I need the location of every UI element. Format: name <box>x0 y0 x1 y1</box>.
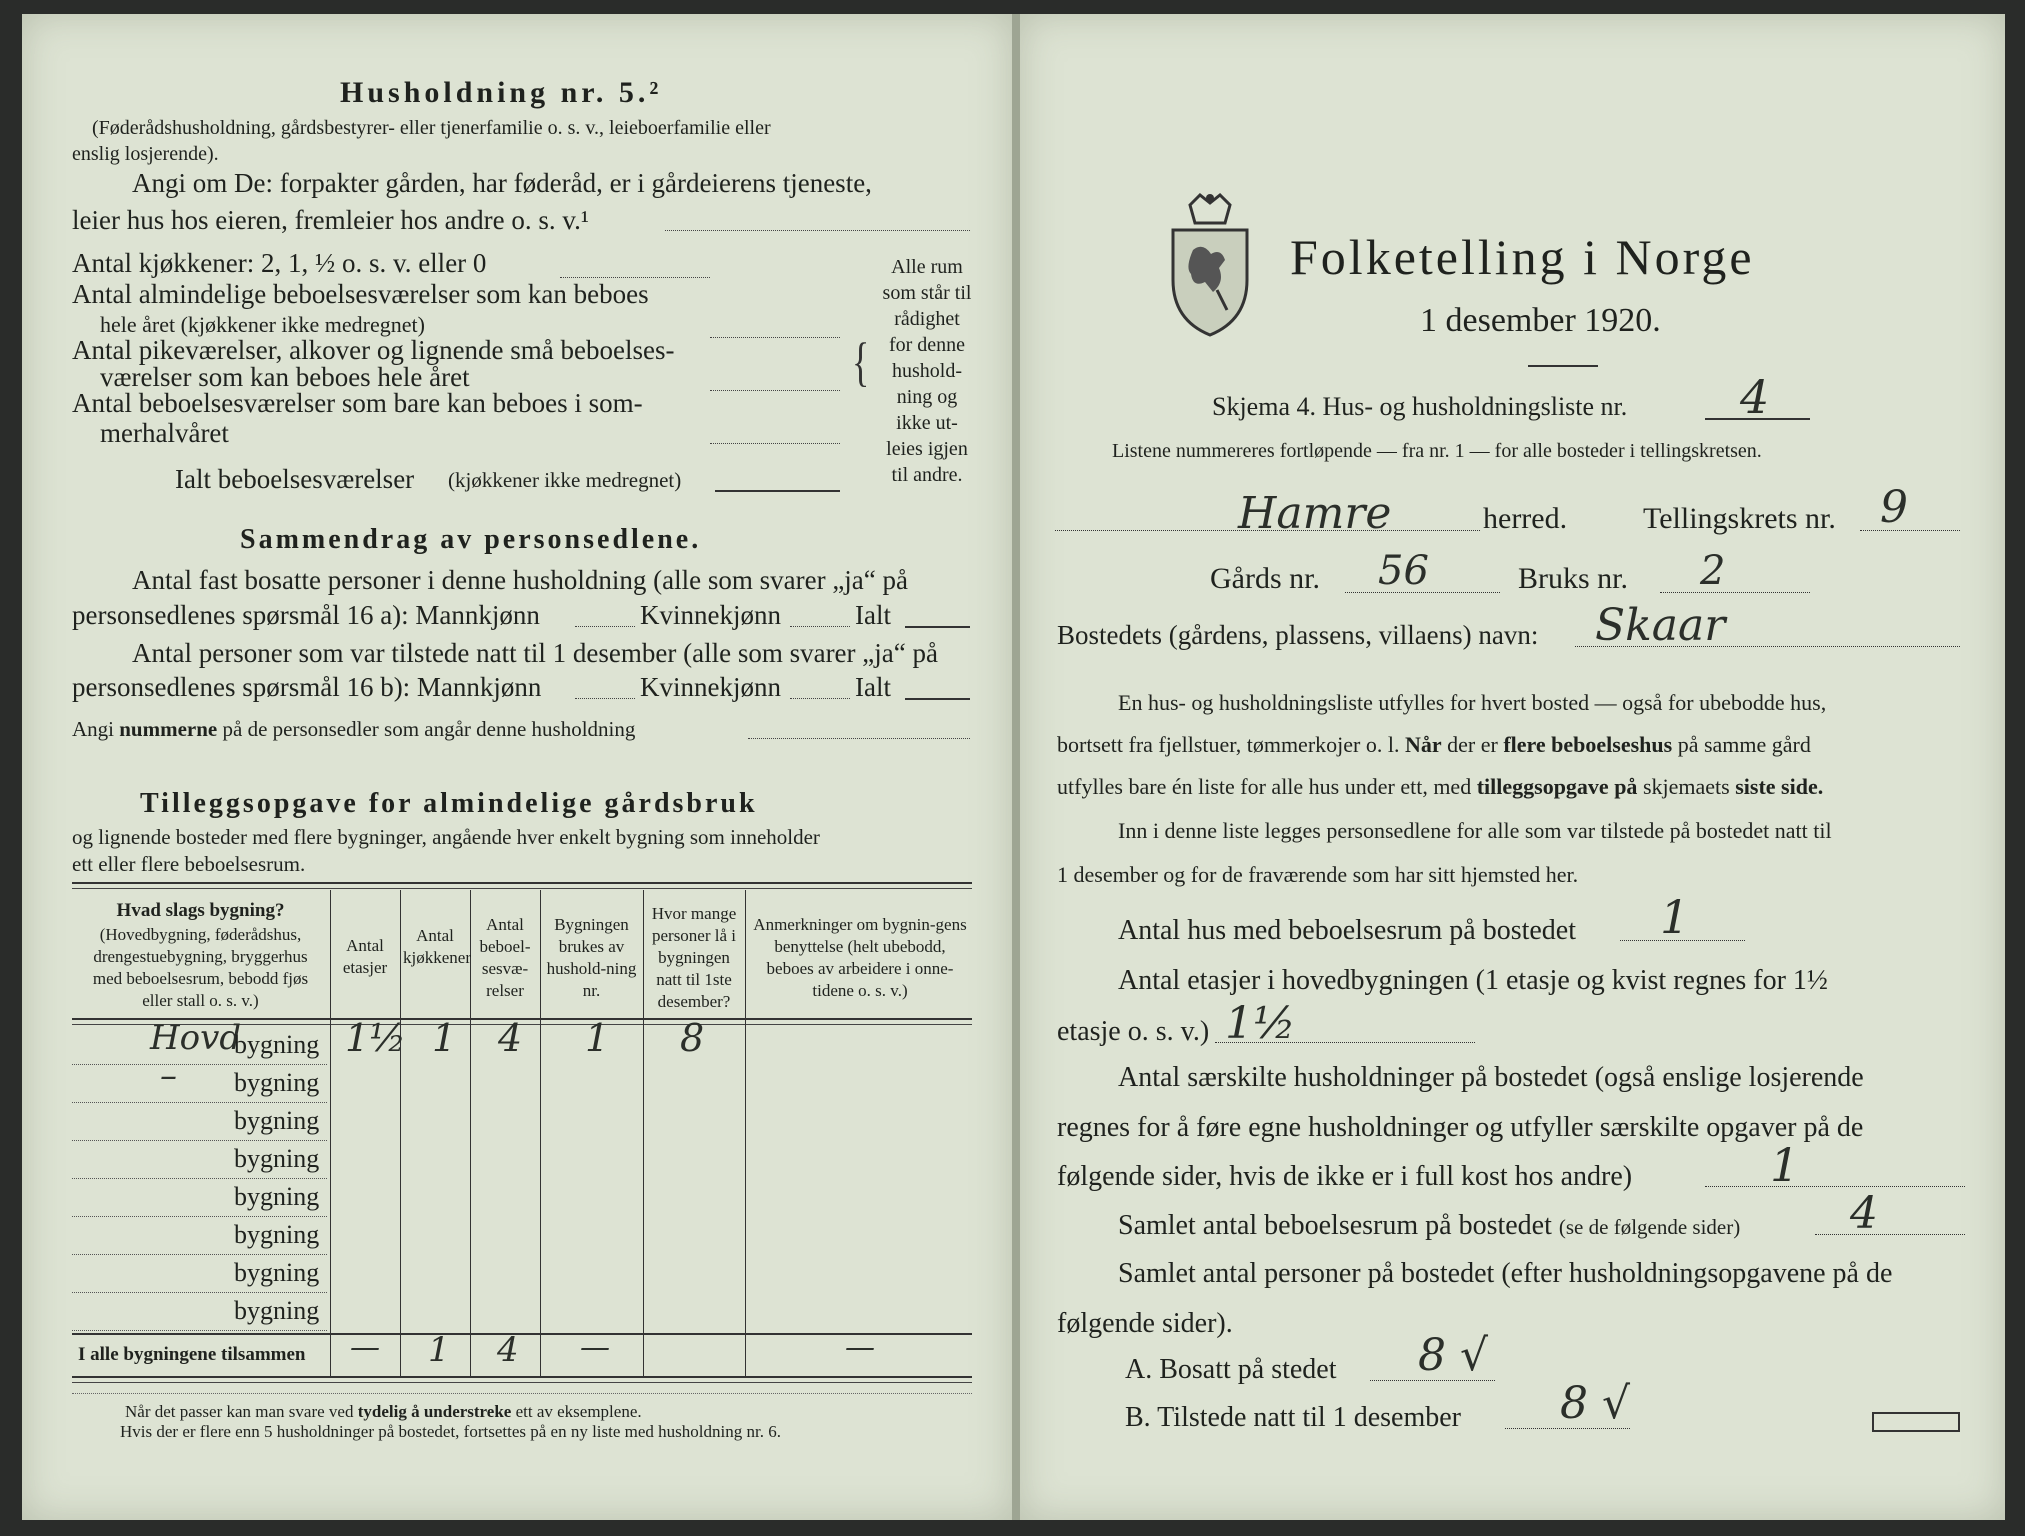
angi-nummerne-b: nummerne <box>119 717 218 741</box>
q-etasjer-2: etasje o. s. v.) <box>1057 1016 1210 1047</box>
brace-note-line: ikke ut- <box>896 412 958 434</box>
instr-2a: bortsett fra fjellstuer, tømmerkojer o. l. <box>1057 732 1405 757</box>
total-husholdning: — <box>580 1330 610 1365</box>
row-prefix: – <box>160 1056 177 1096</box>
bosted-value: Skaar <box>1595 600 1726 651</box>
row-kjokkener: 1 <box>432 1016 457 1060</box>
angi-nummerne-c: på de personsedler som angår denne husholdning <box>217 717 636 741</box>
rooms-kitchens: Antal kjøkkener: 2, 1, ½ o. s. v. eller 0 <box>72 248 487 278</box>
footnote-rule <box>72 1393 972 1394</box>
summary-1b: personsedlenes spørsmål 16 a): Mannkjønn <box>72 600 540 630</box>
summary-1-mann-line <box>575 626 635 627</box>
gards-label: Gårds nr. <box>1210 562 1320 595</box>
row-suffix: bygning <box>234 1182 320 1211</box>
row-fill-line <box>72 1140 327 1141</box>
rooms-summer: Antal beboelsesværelser som bare kan beboes i som- <box>72 388 643 418</box>
table-col-divider <box>745 890 746 1378</box>
th-kjokkener: Antal kjøkkener <box>403 926 471 967</box>
bruks-line <box>1660 592 1810 593</box>
summary-1-ialt-line <box>905 626 970 628</box>
gards-value: 56 <box>1378 548 1429 594</box>
instr-2 <box>1057 732 1811 758</box>
instr-2c: der er <box>1441 732 1504 757</box>
table-col-divider <box>643 890 644 1378</box>
row-suffix: bygning <box>234 1030 320 1059</box>
summary-1-kvinne-line <box>790 626 850 627</box>
table-col-divider <box>540 890 541 1378</box>
row-fill-line <box>72 1254 327 1255</box>
instr-2d: flere beboelseshus <box>1503 732 1673 757</box>
angi-nummerne-a: Angi <box>72 717 120 741</box>
brace-note-line: som står til <box>882 282 972 304</box>
footnote-1a: Når det passer kan man svare ved <box>125 1402 358 1421</box>
summary-2-kvinne-line <box>790 698 850 699</box>
rooms-summer-2: merhalvåret <box>100 418 229 448</box>
footnote-1 <box>125 1402 642 1422</box>
bruks-value: 2 <box>1700 548 1726 594</box>
ialt-rooms-line <box>715 490 840 492</box>
herred-label: herred. <box>1483 502 1568 535</box>
ialt-rooms-note: (kjøkkener ikke medregnet) <box>448 468 682 492</box>
angi-answer-line <box>665 230 970 231</box>
bruks-label: Bruks nr. <box>1518 562 1629 595</box>
a-label: A. Bosatt på stedet <box>1125 1354 1337 1385</box>
total-anmerkninger: — <box>845 1330 875 1365</box>
footnote-1b: tydelig å understreke <box>357 1402 512 1421</box>
row-fill-line <box>72 1064 327 1065</box>
row-suffix: bygning <box>234 1106 320 1135</box>
q-husholdninger-line <box>1705 1186 1965 1187</box>
summer-line <box>710 443 840 444</box>
th-anmerkninger: Anmerkninger om bygnin-gens benyttelse (helt ubebodd, beboes av arbeidere i onne-tidene o. s. v.) <box>753 915 967 1000</box>
summary-title: Sammendrag av personsedlene. <box>240 524 702 555</box>
angi-line-1: Angi om De: forpakter gården, har føderåd, er i gårdeierens tjeneste, <box>132 168 872 198</box>
bosted-label: Bostedets (gårdens, plassens, villaens) navn: <box>1057 620 1539 650</box>
total-vaerelser: 4 <box>497 1330 519 1370</box>
summary-2-ialt-line <box>905 698 970 700</box>
brace-note-line: for denne <box>888 334 966 356</box>
brace-note-line: ning og <box>896 386 958 408</box>
q-rum-value: 4 <box>1850 1188 1878 1239</box>
table-top-rule <box>72 882 972 884</box>
intro-note-1: (Føderådshusholdning, gårdsbestyrer- eller tjenerfamilie o. s. v., leieboerfamilie eller <box>92 117 771 139</box>
tellingskrets-line <box>1860 530 1960 531</box>
norway-coat-of-arms-icon <box>1165 190 1255 345</box>
q-husholdninger-2: regnes for å føre egne husholdninger og utfyller særskilte opgaver på de <box>1057 1112 1864 1143</box>
a-value: 8 √ <box>1418 1330 1489 1381</box>
instr-2e: på samme gård <box>1672 732 1811 757</box>
gards-line <box>1345 592 1500 593</box>
brace-icon: { <box>852 332 870 392</box>
rooms-ordinary-2: hele året (kjøkkener ikke medregnet) <box>100 312 425 337</box>
book-spine <box>1012 14 1020 1520</box>
brace-note <box>872 254 982 488</box>
row-fill-line <box>72 1330 327 1331</box>
rooms-small: Antal pikeværelser, alkover og lignende små beboelses- <box>72 335 675 365</box>
skjema-label: Skjema 4. Hus- og husholdningsliste nr. <box>1212 392 1628 421</box>
q-rum-note: (se de følgende sider) <box>1558 1215 1741 1239</box>
instr-3a: utfylles bare én liste for alle hus under ett, med <box>1057 774 1477 799</box>
b-label: B. Tilstede natt til 1 desember <box>1125 1402 1461 1433</box>
row-personer: 8 <box>680 1016 705 1060</box>
table-bottom-rule <box>72 1376 972 1378</box>
herred-line <box>1055 530 1480 531</box>
row-vaerelser: 4 <box>498 1016 523 1060</box>
footnote-2: Hvis der er flere enn 5 husholdninger på bostedet, fortsettes på en ny liste med husholdning nr. 6. <box>120 1422 781 1441</box>
row-fill-line <box>72 1216 327 1217</box>
th-personer: Hvor mange personer lå i bygningen natt til 1ste desember? <box>651 904 737 1011</box>
printer-stamp <box>1872 1412 1960 1432</box>
row-fill-line <box>72 1178 327 1179</box>
th-husholdning: Bygningen brukes av hushold-ning nr. <box>546 915 637 1000</box>
instr-4: Inn i denne liste legges personsedlene for alle som var tilstede på bostedet natt til <box>1118 818 1832 843</box>
b-value: 8 √ <box>1560 1378 1631 1429</box>
total-kjokkener: 1 <box>428 1330 450 1370</box>
a-line <box>1370 1380 1495 1381</box>
q-rum-label: Samlet antal beboelsesrum på bostedet <box>1118 1210 1552 1241</box>
instr-1: En hus- og husholdningsliste utfylles for hvert bosted — også for ubebodde hus, <box>1118 690 1827 715</box>
brace-note-line: Alle rum <box>891 256 963 278</box>
brace-note-line: til andre. <box>891 464 963 486</box>
brace-note-line: hushold- <box>892 360 962 382</box>
angi-line-2: leier hus hos eieren, fremleier hos andre o. s. v.¹ <box>72 205 589 235</box>
q-etasjer-value: 1½ <box>1225 998 1296 1049</box>
instr-3 <box>1057 774 1823 800</box>
rooms-small-2: værelser som kan beboes hele året <box>100 362 470 392</box>
tellingskrets-label: Tellingskrets nr. <box>1643 502 1836 535</box>
q-rum <box>1118 1210 1740 1242</box>
instr-3b: tilleggsopgave på <box>1476 774 1638 799</box>
q-husholdninger-1: Antal særskilte husholdninger på bostedet (også enslige losjerende <box>1118 1062 1864 1093</box>
table-total-rule <box>72 1333 972 1335</box>
table-col-divider <box>330 890 331 1378</box>
summary-2-mann-line <box>575 698 635 699</box>
nummerne-line <box>748 738 970 739</box>
q-husholdninger-value: 1 <box>1770 1138 1800 1192</box>
summary-1-ialt: Ialt <box>855 600 891 630</box>
household-title: Husholdning nr. 5.² <box>340 76 663 109</box>
tellingskrets-value: 9 <box>1880 482 1908 533</box>
th-kind-title: Hvad slags bygning? <box>116 900 285 921</box>
ialt-rooms-label: Ialt beboelsesværelser <box>175 464 415 494</box>
tillegg-2: ett eller flere beboelsesrum. <box>72 852 306 876</box>
instr-3c: skjemaets <box>1637 774 1736 799</box>
total-label: I alle bygningene tilsammen <box>78 1344 306 1365</box>
row-suffix: bygning <box>234 1220 320 1249</box>
instr-5: 1 desember og for de fraværende som har sitt hjemsted her. <box>1057 862 1579 887</box>
q-personer-1: Samlet antal personer på bostedet (efter husholdningsopgavene på de <box>1118 1258 1893 1289</box>
th-kind-note: (Hovedbygning, føderådshus, drengestuebygning, bryggerhus med beboelsesrum, bebodd fjøs eller stall o. s. v.) <box>92 925 309 1010</box>
th-vaerelser: Antal beboel-sesvæ-relser <box>479 915 531 1000</box>
row-suffix: bygning <box>234 1258 320 1287</box>
instr-2b: Når <box>1404 732 1442 757</box>
ordinary-line <box>710 337 840 338</box>
b-line <box>1505 1428 1630 1429</box>
summary-2-kvinne: Kvinnekjønn <box>640 672 781 702</box>
numbering-note: Listene nummereres fortløpende — fra nr. 1 — for alle bosteder i tellingskretsen. <box>1112 440 1762 462</box>
title-divider <box>1528 365 1598 367</box>
total-etasjer: — <box>350 1330 380 1365</box>
q-etasjer-line <box>1215 1042 1475 1043</box>
bosted-line <box>1575 646 1960 647</box>
q-hus-value: 1 <box>1660 890 1690 944</box>
tillegg-1: og lignende bosteder med flere bygninger, angående hver enkelt bygning som inneholder <box>72 825 820 849</box>
table-col-divider <box>400 890 401 1378</box>
census-date: 1 desember 1920. <box>1420 302 1661 339</box>
summary-1-kvinne: Kvinnekjønn <box>640 600 781 630</box>
instr-3d: siste side. <box>1735 774 1824 799</box>
summary-1a: Antal fast bosatte personer i denne husholdning (alle som svarer „ja“ på <box>132 565 908 595</box>
rooms-ordinary: Antal almindelige beboelsesværelser som kan beboes <box>72 279 649 309</box>
summary-2-ialt: Ialt <box>855 672 891 702</box>
intro-note-2: enslig losjerende). <box>72 143 219 165</box>
q-personer-2: følgende sider). <box>1057 1308 1233 1339</box>
brace-note-line: rådighet <box>894 308 960 330</box>
row-suffix: bygning <box>234 1068 320 1097</box>
row-suffix: bygning <box>234 1144 320 1173</box>
summary-2b: personsedlenes spørsmål 16 b): Mannkjønn <box>72 672 542 702</box>
th-etasjer: Antal etasjer <box>342 936 388 977</box>
row-fill-line <box>72 1292 327 1293</box>
herred-value: Hamre <box>1238 488 1392 539</box>
row-etasjer: 1½ <box>345 1016 407 1060</box>
summary-2a: Antal personer som var tilstede natt til 1 desember (alle som svarer „ja“ på <box>132 638 938 668</box>
row-husholdning: 1 <box>585 1016 610 1060</box>
q-hus-label: Antal hus med beboelsesrum på bostedet <box>1118 915 1577 946</box>
tillegg-title: Tilleggsopgave for almindelige gårdsbruk <box>140 788 758 819</box>
q-etasjer-1: Antal etasjer i hovedbygningen (1 etasje og kvist regnes for 1½ <box>1118 965 1828 996</box>
kitchens-line <box>560 277 710 278</box>
angi-nummerne <box>72 717 635 742</box>
footnote-1c: ett av eksemplene. <box>511 1402 642 1421</box>
q-husholdninger-3: følgende sider, hvis de ikke er i full kost hos andre) <box>1057 1161 1633 1192</box>
skjema-nr-line <box>1705 418 1810 420</box>
table-top-rule-2 <box>72 888 972 889</box>
small-line <box>710 390 840 391</box>
table-bottom-rule-2 <box>72 1382 972 1383</box>
q-hus-line <box>1620 940 1745 941</box>
skjema-nr: 4 <box>1740 370 1770 424</box>
row-fill-line <box>72 1102 327 1103</box>
census-title: Folketelling i Norge <box>1290 229 1755 285</box>
row-prefix: Hovd <box>150 1018 242 1058</box>
q-rum-line <box>1815 1234 1965 1235</box>
row-suffix: bygning <box>234 1296 320 1325</box>
brace-note-line: leies igjen <box>886 438 968 460</box>
